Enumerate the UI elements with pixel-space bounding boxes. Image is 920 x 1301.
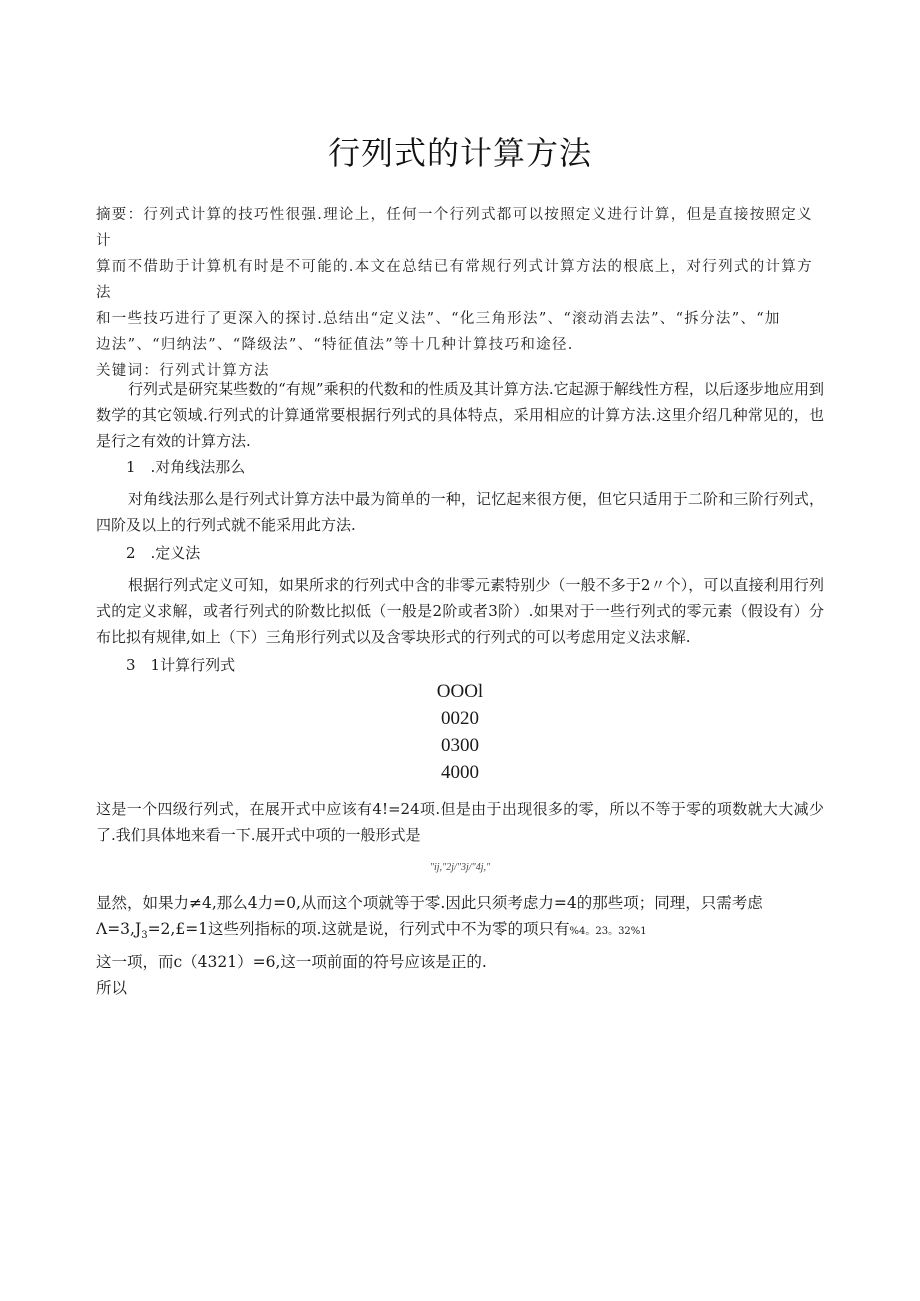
- index-rest: =2,£=1这些列指标的项.这就是说，行列式中不为零的项只有: [147, 920, 570, 938]
- definition-paragraph: 根据行列式定义可知，如果所求的行列式中含的非零元素特别少（一般不多于2〃个），可以直接利用行列式的定义求解，或者行列式的阶数比拟低（一般是2阶或者3阶）.如果对于一些行列式的零元素（假设有）分布比拟有规律,如上（下）三角形行列式以及含零块形式的行列式的可以考虑用定义法求解.: [96, 576, 824, 646]
- abstract-line: 摘要：行列式计算的技巧性很强.理论上，任何一个行列式都可以按照定义进行计算，但是直接按照定义计: [96, 207, 813, 249]
- expansion-paragraph: 这是一个四级行列式，在展开式中应该有4!=24项.但是由于出现很多的零，所以不等于零的项数就大大减少了.我们具体地来看一下.展开式中项的一般形式是: [96, 800, 824, 844]
- section-heading-diagonal: 1 .对角线法那么: [126, 458, 246, 476]
- nonzero-term: %4。23。32%1: [569, 926, 647, 937]
- conclusion-line: 这一项，而c（4321）=6,这一项前面的符号应该是正的.: [96, 953, 487, 972]
- index-expression: Λ=3,J: [96, 920, 142, 938]
- section-heading-definition: 2 .定义法: [126, 544, 201, 562]
- general-term-formula: "ij,"2j/"3j/"4j,": [429, 862, 491, 873]
- matrix-row: OOOl: [436, 681, 484, 702]
- keywords: 关键词：行列式计算方法: [96, 363, 270, 379]
- abstract-line: 和一些技巧进行了更深入的探讨.总结出“定义法”、“化三角形法”、“滚动消去法”、“拆分法”、“加: [96, 311, 781, 327]
- diagonal-paragraph: 对角线法那么是行列式计算方法中最为简单的一种，记忆起来很方便，但它只适用于二阶和三阶行列式，四阶及以上的行列式就不能采用此方法.: [96, 490, 824, 534]
- matrix-row: 4000: [441, 762, 479, 783]
- main-body: [96, 376, 824, 678]
- matrix-row: 0020: [441, 708, 479, 729]
- conclusion: [96, 890, 836, 1001]
- index-subscript: 3: [141, 930, 148, 942]
- page-title: 行列式的计算方法: [327, 134, 592, 172]
- abstract-line: 算而不借助于计算机有时是不可能的.本文在总结已有常规行列式计算方法的根底上，对行列式的计算方法: [96, 259, 813, 301]
- intro-paragraph: 行列式是研究某些数的“有规”乘积的代数和的性质及其计算方法.它起源于解线性方程，以后逐步地应用到数学的其它领域.行列式的计算通常要根据行列式的具体特点，采用相应的计算方法.这里介绍几种常见的，也是行之有效的计算方法.: [96, 380, 824, 450]
- determinant-matrix: [0, 678, 920, 786]
- abstract: [96, 202, 824, 384]
- conclusion-line: [96, 916, 836, 949]
- matrix-row: 0300: [441, 735, 479, 756]
- abstract-line: 边法”、“归纳法”、“降级法”、“特征值法”等十几种计算技巧和途径.: [96, 337, 574, 353]
- expansion-text: [96, 796, 824, 848]
- example-heading: 3 1计算行列式: [126, 656, 236, 674]
- conclusion-line: 所以: [96, 979, 128, 998]
- conclusion-line: 显然，如果力≠4,那么4力=0,从而这个项就等于零.因此只须考虑力=4的那些项；同理，只需考虑: [96, 894, 763, 912]
